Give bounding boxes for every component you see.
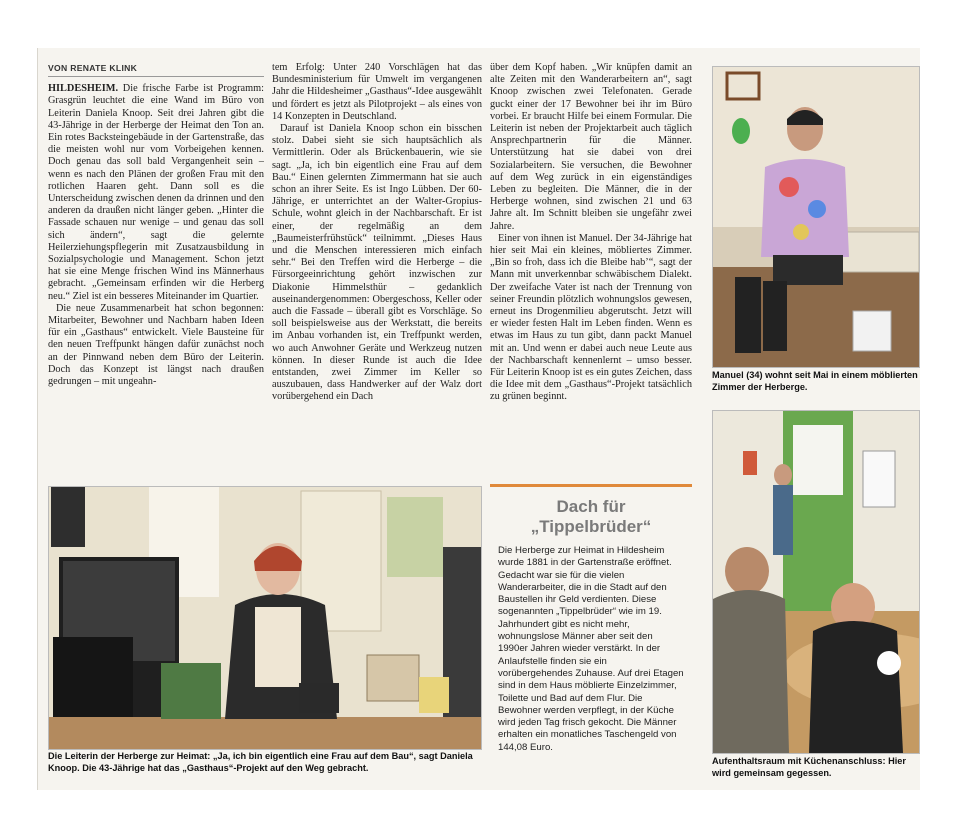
- photo-manuel-image: [713, 67, 919, 367]
- article-paragraph: HILDESHEIM. Die frische Farbe ist Programm: Grasgrün leuchtet die eine Wand im Büro von Leiterin Daniela Knoop. Seit drei Jahren gibt die 43-Jährige in der Herberge der Heimat den Ton an. Ein rotes Backsteingebäude in der Gartenstraße, das die meisten wohl nur vom Vorbeigehen kennen. Doch genau das soll bald Vergangenheit sein – wenn es nach den Plänen der großen Frau mit den rotlichen Haaren geht. Dann soll es die Unterscheidung zwischen denen da drinnen und den anderen da draußen nicht länger geben. „Hinter die Fassade schauen nur wenige – und genau das soll sich ändern“, sagt die gelernte Heilerziehungspflegerin mit Zusatzausbildung in Sozialpsychologie und Management. Schon jetzt hat sie eine Menge frischen Wind ins Männerhaus gebracht. „Gemeinsam erfinden wir die Herberg neu.“ Ziel ist ein besseres Miteinander im Quartier.: [48, 83, 264, 302]
- caption-kitchen: Aufenthaltsraum mit Küchenanschluss: Hier wird gemeinsam gegessen.: [712, 756, 906, 778]
- article-paragraph: Darauf ist Daniela Knoop schon ein bisschen stolz. Dabei sieht sie sich hauptsächlich als Vermittlerin. Oder als Brückenbauerin, wie sie sagt. „Ja, ich bin eigentlich eine Frau auf dem Bau.“ Einen gelernten Zimmermann hat sie auch schon an ihrer Seite. Es ist Ingo Lübben. Der 60-Jährige, er unterrichtet an der Walter-Gropius-Schule, wohnt gleich in der Nachbarschaft. Er ist einer, der regelmäßig an dem „Baumeisterfrühstück“ teilnimmt. „Dieses Haus und die Menschen interessieren mich einfach sehr.“ Bei den Treffen wird die Herberge – die Fürsorgeeinrichtung gehört inzwischen zur Diakonie Himmelsthür – gedanklich auseinandergenommen: Obergeschoss, Keller oder auch die Fassade – überall gibt es Vorschläge. So soll beispielsweise aus der Werkstatt, die bereits im Anbau vorhanden ist, ein Treffpunkt werden, wo auch Anwohner Geräte und Werkzeug nutzen können. In dieser Runde ist auch die Idee entstanden, zwei Zimmer im Keller so auszubauen, dass Handwerker auf der Walz dort vorübergehend ein Dach: [272, 123, 482, 403]
- photo-kitchen-image: [713, 411, 919, 753]
- info-box-title: [490, 497, 692, 537]
- caption-office: Die Leiterin der Herberge zur Heimat: „Ja, ich bin eigentlich eine Frau auf dem Bau“, sagt Daniela Knoop. Die 43-Jährige hat das „Gasthaus“-Projekt auf den Weg gebracht.: [48, 751, 473, 773]
- article-paragraph: Die neue Zusammenarbeit hat schon begonnen: Mitarbeiter, Bewohner und Nachbarn haben Ideen für ein „Gasthaus“ entwickelt. Viele Bausteine für den neuen Treffpunkt hängen dafür zunächst noch an der Pinnwand neben dem Büro der Leiterin. Doch das Konzept ist längst nach draußen gedrungen – mit ungeahn-: [48, 302, 264, 388]
- photo-office: [48, 486, 482, 750]
- photo-office-image: [49, 487, 481, 749]
- article-paragraph: Einer von ihnen ist Manuel. Der 34-Jährige hat hier seit Mai ein kleines, möbliertes Zimmer. „Bin so froh, dass ich die Bleibe hab’“, sagt der Mann mit unverkennbar schwäbischem Dialekt. Der zweifache Vater ist nach der Trennung von seiner Freundin plötzlich wohnungslos gewesen, erneut ins Drogenmilieu abgerutscht. Jetzt will er wieder festen Halt im Leben finden. Wenn es etwas im Haus zu tun gibt, dann packt Manuel mit an. Und wenn er dabei auch neue Leute aus der Nachbarschaft kennenlernt – umso besser. Für Leiterin Knoop ist es ein gutes Zeichen, dass die Idee mit dem „Gasthaus“-Projekt tatsächlich zu grünen beginnt.: [490, 232, 692, 403]
- article-paragraph: über dem Kopf haben. „Wir knüpfen damit an alte Zeiten mit den Wanderarbeitern an“, sagt Knoop zwischen zwei Telefonaten. Gerade guckt einer der 17 Bewohner bei ihr im Büro vorbei. Er braucht Hilfe bei einem Formular. Die Leiterin ist neben der Projektarbeit auch täglich Ansprechpartnerin für die Männer. Unterstützung hat sie dabei von drei Sozialarbeitern. Sie versuchen, die Bewohner auf dem Weg zurück in ein eigenständiges Leben zu begleiten. Die Männer, die in der Herberge wohnen, sind zwischen 21 und 63 Jahre alt. Im Schnitt bleiben sie ungefähr zwei Jahre.: [490, 62, 692, 232]
- dateline: HILDESHEIM.: [48, 83, 119, 95]
- newspaper-page: [37, 48, 920, 790]
- caption-manuel: Manuel (34) wohnt seit Mai in einem möblierten Zimmer der Herberge.: [712, 370, 918, 392]
- info-box-body: Die Herberge zur Heimat in Hildesheim wurde 1881 in der Gartenstraße eröffnet. Gedacht war sie für die vielen Wanderarbeiter, die in die Stadt auf den Baustellen ihr Geld verdienten. Diese sogenannten „Tippelbrüder“ wie im 19. Jahrhundert gibt es nicht mehr, wohnungslose Männer aber seit den 1990er Jahren wieder verstärkt. In der Anlaufstelle finden sie ein vorübergehendes Zuhause. Auf drei Etagen sind in dem Haus möblierte Einzelzimmer, Toilette und Bad auf dem Flur. Die Bewohner werden verpflegt, in der Küche wird jeden Tag frisch gekocht. Die Männer erhalten ein monatliches Taschengeld von 144,08 Euro.: [498, 545, 684, 753]
- byline: VON RENATE KLINK: [48, 62, 264, 77]
- article-column-1: [48, 62, 264, 482]
- photo-kitchen: [712, 410, 920, 754]
- info-box-title-line-2: „Tippelbrüder“: [530, 517, 652, 536]
- article-column-2: [272, 62, 482, 482]
- article-column-3: [490, 62, 692, 474]
- article-paragraph: tem Erfolg: Unter 240 Vorschlägen hat das Bundesministerium für Umwelt im vergangenen Jahr die Hildesheimer „Gasthaus“-Idee ausgewählt und fördert es jetzt als Pilotprojekt – als eines von 14 Konzepten in Deutschland.: [272, 62, 482, 122]
- photo-manuel: [712, 66, 920, 368]
- info-box: [490, 484, 692, 787]
- info-box-title-line-1: Dach für: [556, 497, 626, 516]
